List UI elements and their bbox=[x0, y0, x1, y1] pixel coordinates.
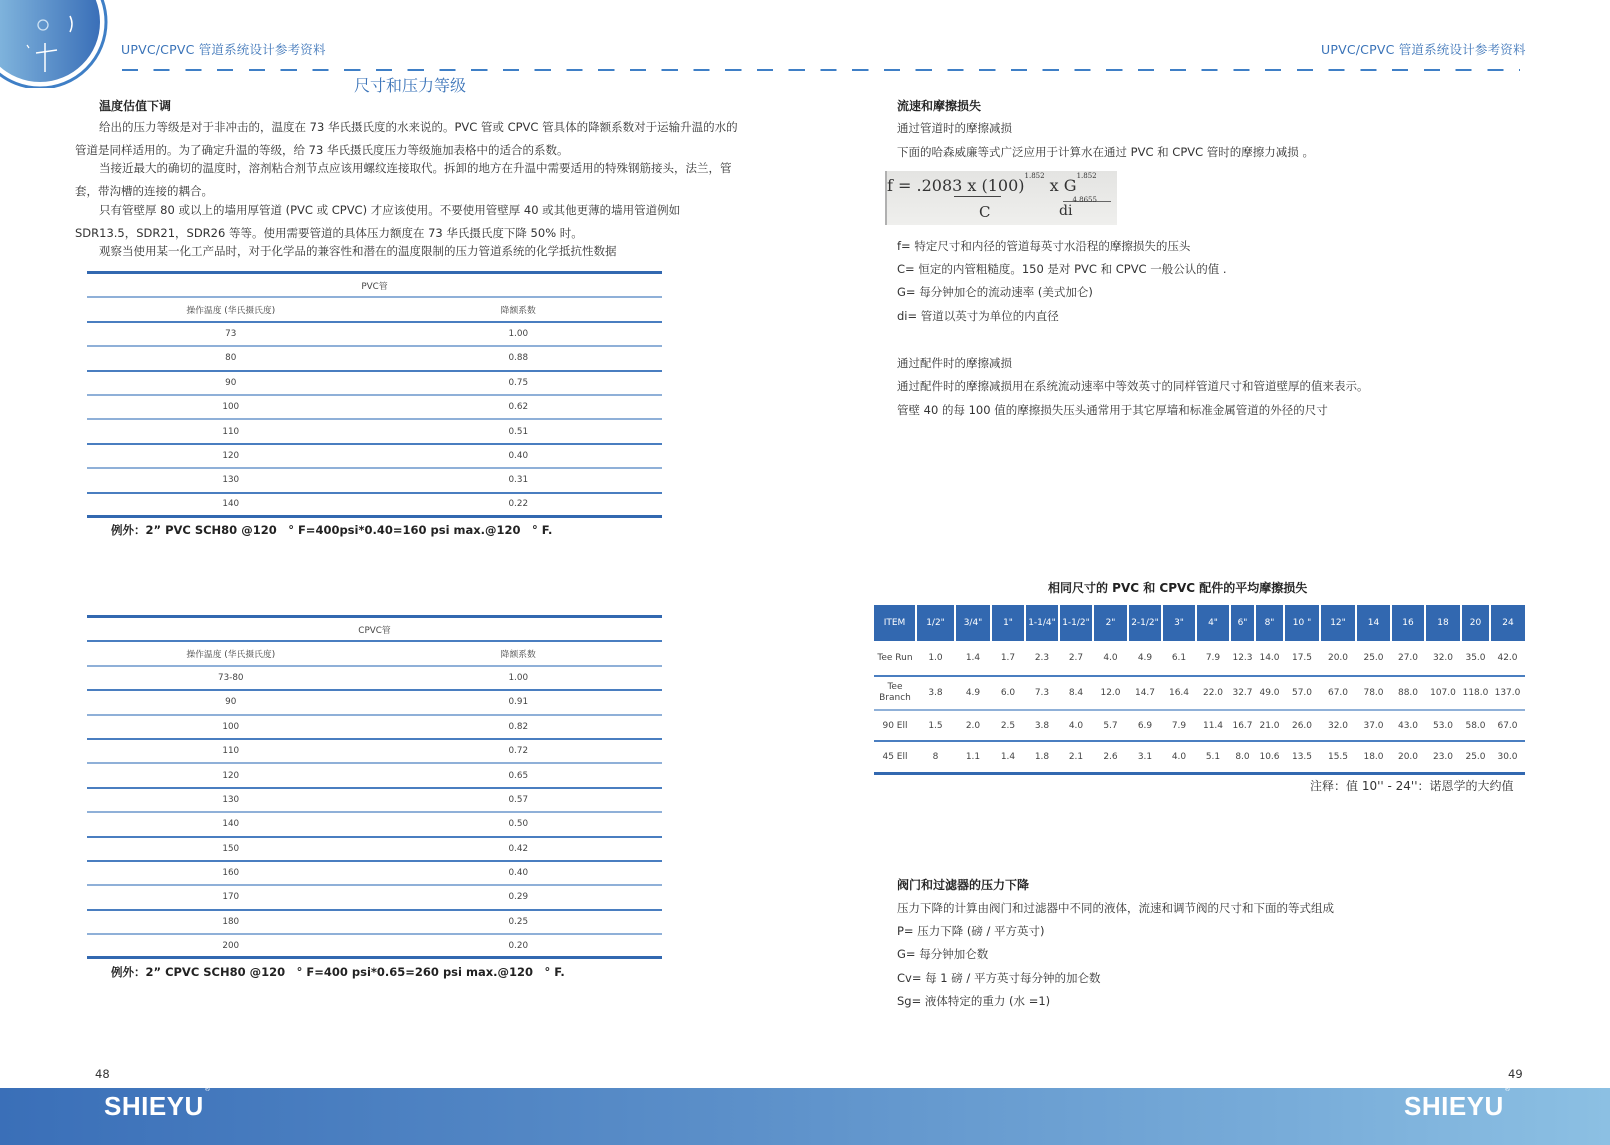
temperature-cell: 160 bbox=[222, 868, 240, 879]
value-cell: 20.0 bbox=[1391, 741, 1425, 773]
value-cell: 15.5 bbox=[1320, 741, 1356, 773]
factor-cell: 0.65 bbox=[508, 770, 529, 781]
factor-cell: 0.75 bbox=[508, 377, 529, 388]
value-cell: 11.4 bbox=[1196, 710, 1230, 741]
value-cell: 8.0 bbox=[1230, 741, 1255, 773]
table-row bbox=[87, 420, 662, 444]
value-cell: 2.3 bbox=[1025, 641, 1059, 676]
factor-cell: 0.42 bbox=[508, 843, 529, 854]
value-cell: 18.0 bbox=[1356, 741, 1391, 773]
value-cell: 27.0 bbox=[1391, 641, 1425, 676]
table-row bbox=[87, 886, 662, 910]
pvc-derating-table bbox=[87, 271, 662, 518]
factor-cell: 0.62 bbox=[508, 402, 529, 413]
column-header: 14 bbox=[1356, 605, 1391, 641]
paragraph-3: 只有管壁厚 80 或以上的墙用厚管道 (PVC 或 CPVC) 才应该使用。不要使用管壁厚 40 或其他更薄的墙用管道例如 SDR13.5，SDR21，SDR26 等等。使用需要管道的具体压力额度在 73 华氏摄氏度下降 50% 时。 bbox=[75, 203, 681, 240]
factor-cell: 0.25 bbox=[508, 916, 529, 927]
item-cell: Tee Branch bbox=[874, 676, 916, 710]
value-cell: 32.0 bbox=[1425, 641, 1461, 676]
temperature-cell: 140 bbox=[222, 819, 240, 830]
value-cell: 2.7 bbox=[1059, 641, 1093, 676]
factor-cell: 0.51 bbox=[508, 426, 529, 437]
value-cell: 1.5 bbox=[916, 710, 955, 741]
value-cell: 78.0 bbox=[1356, 676, 1391, 710]
definition-g: G= 每分钟加仑的流动速率 (美式加仑) bbox=[897, 285, 1093, 299]
cpvc-derating-table bbox=[87, 615, 662, 959]
item-cell: Tee Run bbox=[874, 641, 916, 676]
temperature-cell: 130 bbox=[222, 475, 240, 486]
paragraph-1: 给出的压力等级是对于非冲击的，温度在 73 华氏摄氏度的水来说的。PVC 管或 CPVC 管具体的降额系数对于运输升温的水的管道是同样适用的。为了确定升温的等级，给 73 华氏摄氏度压力等级施加表格中的适合的系数。 bbox=[75, 120, 738, 157]
value-cell: 3.8 bbox=[916, 676, 955, 710]
table-title-row bbox=[87, 618, 662, 642]
temperature-cell: 110 bbox=[222, 426, 240, 437]
column-header: 1-1/2" bbox=[1059, 605, 1093, 641]
factor-cell: 0.22 bbox=[508, 499, 529, 510]
value-cell: 67.0 bbox=[1320, 676, 1356, 710]
table-title: PVC管 bbox=[361, 281, 388, 292]
value-cell: 17.5 bbox=[1284, 641, 1320, 676]
formula-main: f = .2083 x $(100)^{1.852}$ x $G^{1.852}$ bbox=[887, 171, 1097, 195]
value-cell: 6.1 bbox=[1162, 641, 1196, 676]
header-title-left: UPVC/CPVC 管道系统设计参考资料 bbox=[121, 42, 326, 57]
footer-band bbox=[0, 1088, 1610, 1145]
table-row bbox=[87, 838, 662, 862]
column-header: 1-1/4" bbox=[1025, 605, 1059, 641]
value-cell: 21.0 bbox=[1255, 710, 1284, 741]
friction-table-row bbox=[874, 641, 1525, 676]
temperature-cell: 150 bbox=[222, 843, 240, 854]
temperature-cell: 100 bbox=[222, 721, 240, 732]
column-header: 6" bbox=[1230, 605, 1255, 641]
formula-di bbox=[1059, 196, 1097, 219]
value-cell: 16.4 bbox=[1162, 676, 1196, 710]
temperature-cell: 73 bbox=[225, 328, 237, 339]
value-cell: 25.0 bbox=[1356, 641, 1391, 676]
value-cell: 7.3 bbox=[1025, 676, 1059, 710]
formula-exponent-3: 4.8655 bbox=[1072, 196, 1097, 205]
temperature-cell: 90 bbox=[225, 697, 237, 708]
temperature-cell: 110 bbox=[222, 746, 240, 757]
column-header: 8" bbox=[1255, 605, 1284, 641]
value-cell: 43.0 bbox=[1391, 710, 1425, 741]
value-cell: 137.0 bbox=[1490, 676, 1525, 710]
value-cell: 35.0 bbox=[1461, 641, 1490, 676]
table-row bbox=[87, 911, 662, 935]
pipe-friction-subheading: 通过管道时的摩擦减损 bbox=[897, 121, 1012, 135]
temperature-cell: 73-80 bbox=[217, 672, 244, 683]
column-header: 20 bbox=[1461, 605, 1490, 641]
formula-di-text: di bbox=[1059, 203, 1073, 219]
formula-lhs: f = .2083 x ( bbox=[887, 176, 988, 195]
column-header: 18 bbox=[1425, 605, 1461, 641]
section-title: 尺寸和压力等级 bbox=[354, 76, 467, 95]
logo-emblem bbox=[0, 0, 108, 88]
value-cell: 2.0 bbox=[955, 710, 991, 741]
page-number-left: 48 bbox=[95, 1067, 110, 1081]
value-cell: 4.9 bbox=[1128, 641, 1162, 676]
item-cell: 45 Ell bbox=[874, 741, 916, 773]
value-cell: 67.0 bbox=[1490, 710, 1525, 741]
value-cell: 53.0 bbox=[1425, 710, 1461, 741]
table-row bbox=[87, 396, 662, 420]
heading-flow-friction: 流速和摩擦损失 bbox=[897, 99, 982, 113]
column-header: ITEM bbox=[874, 605, 916, 641]
value-cell: 37.0 bbox=[1356, 710, 1391, 741]
value-cell: 22.0 bbox=[1196, 676, 1230, 710]
value-cell: 1.0 bbox=[916, 641, 955, 676]
value-cell: 16.7 bbox=[1230, 710, 1255, 741]
header-dashed-divider bbox=[122, 69, 1520, 71]
value-cell: 49.0 bbox=[1255, 676, 1284, 710]
table-row bbox=[87, 862, 662, 886]
value-cell: 58.0 bbox=[1461, 710, 1490, 741]
value-cell: 12.3 bbox=[1230, 641, 1255, 676]
temperature-cell: 80 bbox=[225, 353, 237, 364]
column-header-factor: 降额系数 bbox=[500, 650, 536, 661]
value-cell: 1.4 bbox=[991, 741, 1025, 773]
factor-cell: 0.20 bbox=[508, 940, 529, 951]
value-cell: 118.0 bbox=[1461, 676, 1490, 710]
value-cell: 4.0 bbox=[1093, 641, 1128, 676]
value-cell: 8 bbox=[916, 741, 955, 773]
temperature-cell: 180 bbox=[222, 916, 240, 927]
value-cell: 1.8 bbox=[1025, 741, 1059, 773]
definition-f: f= 特定尺寸和内径的管道每英寸水沿程的摩擦损失的压头 bbox=[897, 239, 1191, 253]
value-cell: 3.1 bbox=[1128, 741, 1162, 773]
value-cell: 6.0 bbox=[991, 676, 1025, 710]
valve-line-4: Cv= 每 1 磅 / 平方英寸每分钟的加仑数 bbox=[897, 971, 1101, 985]
pvc-example-note: 例外：2” PVC SCH80 @120 ° F=400psi*0.40=160 psi max.@120 ° F. bbox=[111, 523, 553, 537]
column-header-temperature: 操作温度 (华氏摄氏度) bbox=[186, 650, 276, 661]
value-cell: 88.0 bbox=[1391, 676, 1425, 710]
column-header: 1/2" bbox=[916, 605, 955, 641]
cpvc-example-note: 例外：2” CPVC SCH80 @120 ° F=400 psi*0.65=260 psi max.@120 ° F. bbox=[111, 965, 565, 979]
value-cell: 4.0 bbox=[1059, 710, 1093, 741]
value-cell: 7.9 bbox=[1162, 710, 1196, 741]
friction-table-row bbox=[874, 676, 1525, 710]
value-cell: 8.4 bbox=[1059, 676, 1093, 710]
value-cell: 1.4 bbox=[955, 641, 991, 676]
definition-c: C= 恒定的内管粗糙度。150 是对 PVC 和 CPVC 一般公认的值 . bbox=[897, 262, 1227, 276]
temperature-cell: 130 bbox=[222, 794, 240, 805]
table-row bbox=[87, 445, 662, 469]
value-cell: 26.0 bbox=[1284, 710, 1320, 741]
registered-mark: ® bbox=[204, 1086, 211, 1094]
definition-di: di= 管道以英寸为单位的内直径 bbox=[897, 309, 1059, 323]
value-cell: 107.0 bbox=[1425, 676, 1461, 710]
column-header: 10 " bbox=[1284, 605, 1320, 641]
value-cell: 2.1 bbox=[1059, 741, 1093, 773]
item-cell: 90 Ell bbox=[874, 710, 916, 741]
value-cell: 14.0 bbox=[1255, 641, 1284, 676]
column-header: 3/4" bbox=[955, 605, 991, 641]
column-header: 4" bbox=[1196, 605, 1230, 641]
heading-temperature-derating: 温度估值下调 bbox=[99, 99, 172, 113]
factor-cell: 1.00 bbox=[508, 328, 529, 339]
factor-cell: 0.88 bbox=[508, 353, 529, 364]
friction-table-header-row bbox=[874, 605, 1525, 641]
column-header: 1" bbox=[991, 605, 1025, 641]
factor-cell: 0.82 bbox=[508, 721, 529, 732]
value-cell: 10.6 bbox=[1255, 741, 1284, 773]
value-cell: 2.6 bbox=[1093, 741, 1128, 773]
table-row bbox=[87, 323, 662, 347]
formula-mid: x G bbox=[1044, 176, 1077, 195]
factor-cell: 0.50 bbox=[508, 819, 529, 830]
table-title: CPVC管 bbox=[358, 625, 391, 636]
valve-line-5: Sg= 液体特定的重力 (水 =1) bbox=[897, 994, 1051, 1008]
brand-name: SHIEYU bbox=[104, 1091, 204, 1121]
factor-cell: 0.72 bbox=[508, 746, 529, 757]
brand-logo-right bbox=[1404, 1086, 1511, 1122]
hazen-williams-formula-image bbox=[885, 171, 1117, 225]
page-number-right: 49 bbox=[1508, 1067, 1523, 1081]
table-header-row bbox=[87, 298, 662, 322]
table-row bbox=[87, 691, 662, 715]
table-row bbox=[87, 740, 662, 764]
value-cell: 1.1 bbox=[955, 741, 991, 773]
valve-line-3: G= 每分钟加仑数 bbox=[897, 947, 989, 961]
table-row bbox=[87, 372, 662, 396]
temperature-cell: 120 bbox=[222, 450, 240, 461]
column-header: 12" bbox=[1320, 605, 1356, 641]
table-row bbox=[87, 494, 662, 518]
paragraph-2: 当接近最大的确切的温度时，溶剂粘合剂节点应该用螺纹连接取代。拆卸的地方在升温中需要适用的特殊钢筋接头，法兰，管套，带沟槽的连接的耦合。 bbox=[75, 161, 732, 198]
table-row bbox=[87, 789, 662, 813]
friction-table-title: 相同尺寸的 PVC 和 CPVC 配件的平均摩擦损失 bbox=[1048, 581, 1308, 595]
fittings-friction-line-2: 管壁 40 的每 100 值的摩擦损失压头通常用于其它厚墙和标准金属管道的外径的尺寸 bbox=[897, 403, 1328, 417]
factor-cell: 0.57 bbox=[508, 794, 529, 805]
table-row bbox=[87, 813, 662, 837]
factor-cell: 1.00 bbox=[508, 672, 529, 683]
value-cell: 1.7 bbox=[991, 641, 1025, 676]
value-cell: 5.1 bbox=[1196, 741, 1230, 773]
formula-hundred: 100 bbox=[987, 176, 1019, 195]
valve-line-2: P= 压力下降 (磅 / 平方英寸) bbox=[897, 924, 1045, 938]
fittings-friction-line-1: 通过配件时的摩擦减损用在系统流动速率中等效英寸的同样管道尺寸和管道壁厚的值来表示。 bbox=[897, 379, 1369, 393]
value-cell: 14.7 bbox=[1128, 676, 1162, 710]
table-header-row bbox=[87, 642, 662, 666]
brand-logo-left bbox=[104, 1086, 211, 1122]
formula-c: C bbox=[979, 203, 991, 221]
value-cell: 23.0 bbox=[1425, 741, 1461, 773]
paragraph-4: 观察当使用某一化工产品时，对于化学品的兼容性和潜在的温度限制的压力管道系统的化学抵抗性数据 bbox=[99, 244, 617, 258]
fittings-friction-heading: 通过配件时的摩擦减损 bbox=[897, 356, 1012, 370]
friction-table-row bbox=[874, 741, 1525, 773]
brand-name: SHIEYU bbox=[1404, 1091, 1504, 1121]
factor-cell: 0.40 bbox=[508, 450, 529, 461]
friction-loss-table bbox=[874, 605, 1525, 775]
value-cell: 7.9 bbox=[1196, 641, 1230, 676]
column-header: 3" bbox=[1162, 605, 1196, 641]
hazen-williams-text: 下面的哈森威廉等式广泛应用于计算水在通过 PVC 和 CPVC 管时的摩擦力减损 。 bbox=[897, 145, 1314, 159]
value-cell: 57.0 bbox=[1284, 676, 1320, 710]
column-header: 2-1/2" bbox=[1128, 605, 1162, 641]
table-row bbox=[87, 469, 662, 493]
valve-line-1: 压力下降的计算由阀门和过滤器中不同的液体，流速和调节阀的尺寸和下面的等式组成 bbox=[897, 901, 1334, 915]
column-header-factor: 降额系数 bbox=[500, 306, 536, 317]
header-title-right: UPVC/CPVC 管道系统设计参考资料 bbox=[1321, 42, 1526, 57]
value-cell: 4.9 bbox=[955, 676, 991, 710]
temperature-cell: 120 bbox=[222, 770, 240, 781]
temperature-cell: 100 bbox=[222, 402, 240, 413]
value-cell: 42.0 bbox=[1490, 641, 1525, 676]
value-cell: 32.7 bbox=[1230, 676, 1255, 710]
table-title-row bbox=[87, 274, 662, 298]
heading-valve-pressure-drop: 阀门和过滤器的压力下降 bbox=[897, 878, 1030, 892]
factor-cell: 0.91 bbox=[508, 697, 529, 708]
value-cell: 32.0 bbox=[1320, 710, 1356, 741]
formula-underline bbox=[954, 196, 1001, 197]
factor-cell: 0.29 bbox=[508, 892, 529, 903]
friction-table-note: 注释：值 10'' - 24''：诺恩学的大约值 bbox=[1310, 779, 1514, 793]
temperature-cell: 170 bbox=[222, 892, 240, 903]
value-cell: 5.7 bbox=[1093, 710, 1128, 741]
value-cell: 3.8 bbox=[1025, 710, 1059, 741]
value-cell: 4.0 bbox=[1162, 741, 1196, 773]
table-row bbox=[87, 764, 662, 788]
table-row bbox=[87, 667, 662, 691]
value-cell: 13.5 bbox=[1284, 741, 1320, 773]
column-header: 2" bbox=[1093, 605, 1128, 641]
factor-cell: 0.31 bbox=[508, 475, 529, 486]
temperature-cell: 200 bbox=[222, 940, 240, 951]
factor-cell: 0.40 bbox=[508, 868, 529, 879]
formula-exponent-2: 1.852 bbox=[1076, 171, 1097, 180]
temperature-cell: 90 bbox=[225, 377, 237, 388]
value-cell: 20.0 bbox=[1320, 641, 1356, 676]
temperature-cell: 140 bbox=[222, 499, 240, 510]
value-cell: 2.5 bbox=[991, 710, 1025, 741]
registered-mark: ® bbox=[1504, 1086, 1511, 1094]
table-row bbox=[87, 347, 662, 371]
table-row bbox=[87, 716, 662, 740]
formula-exponent-1: 1.852 bbox=[1024, 171, 1045, 180]
value-cell: 30.0 bbox=[1490, 741, 1525, 773]
column-header-temperature: 操作温度 (华氏摄氏度) bbox=[186, 306, 276, 317]
column-header: 24 bbox=[1490, 605, 1525, 641]
table-row bbox=[87, 935, 662, 959]
value-cell: 25.0 bbox=[1461, 741, 1490, 773]
column-header: 16 bbox=[1391, 605, 1425, 641]
friction-table-row bbox=[874, 710, 1525, 741]
value-cell: 6.9 bbox=[1128, 710, 1162, 741]
value-cell: 12.0 bbox=[1093, 676, 1128, 710]
